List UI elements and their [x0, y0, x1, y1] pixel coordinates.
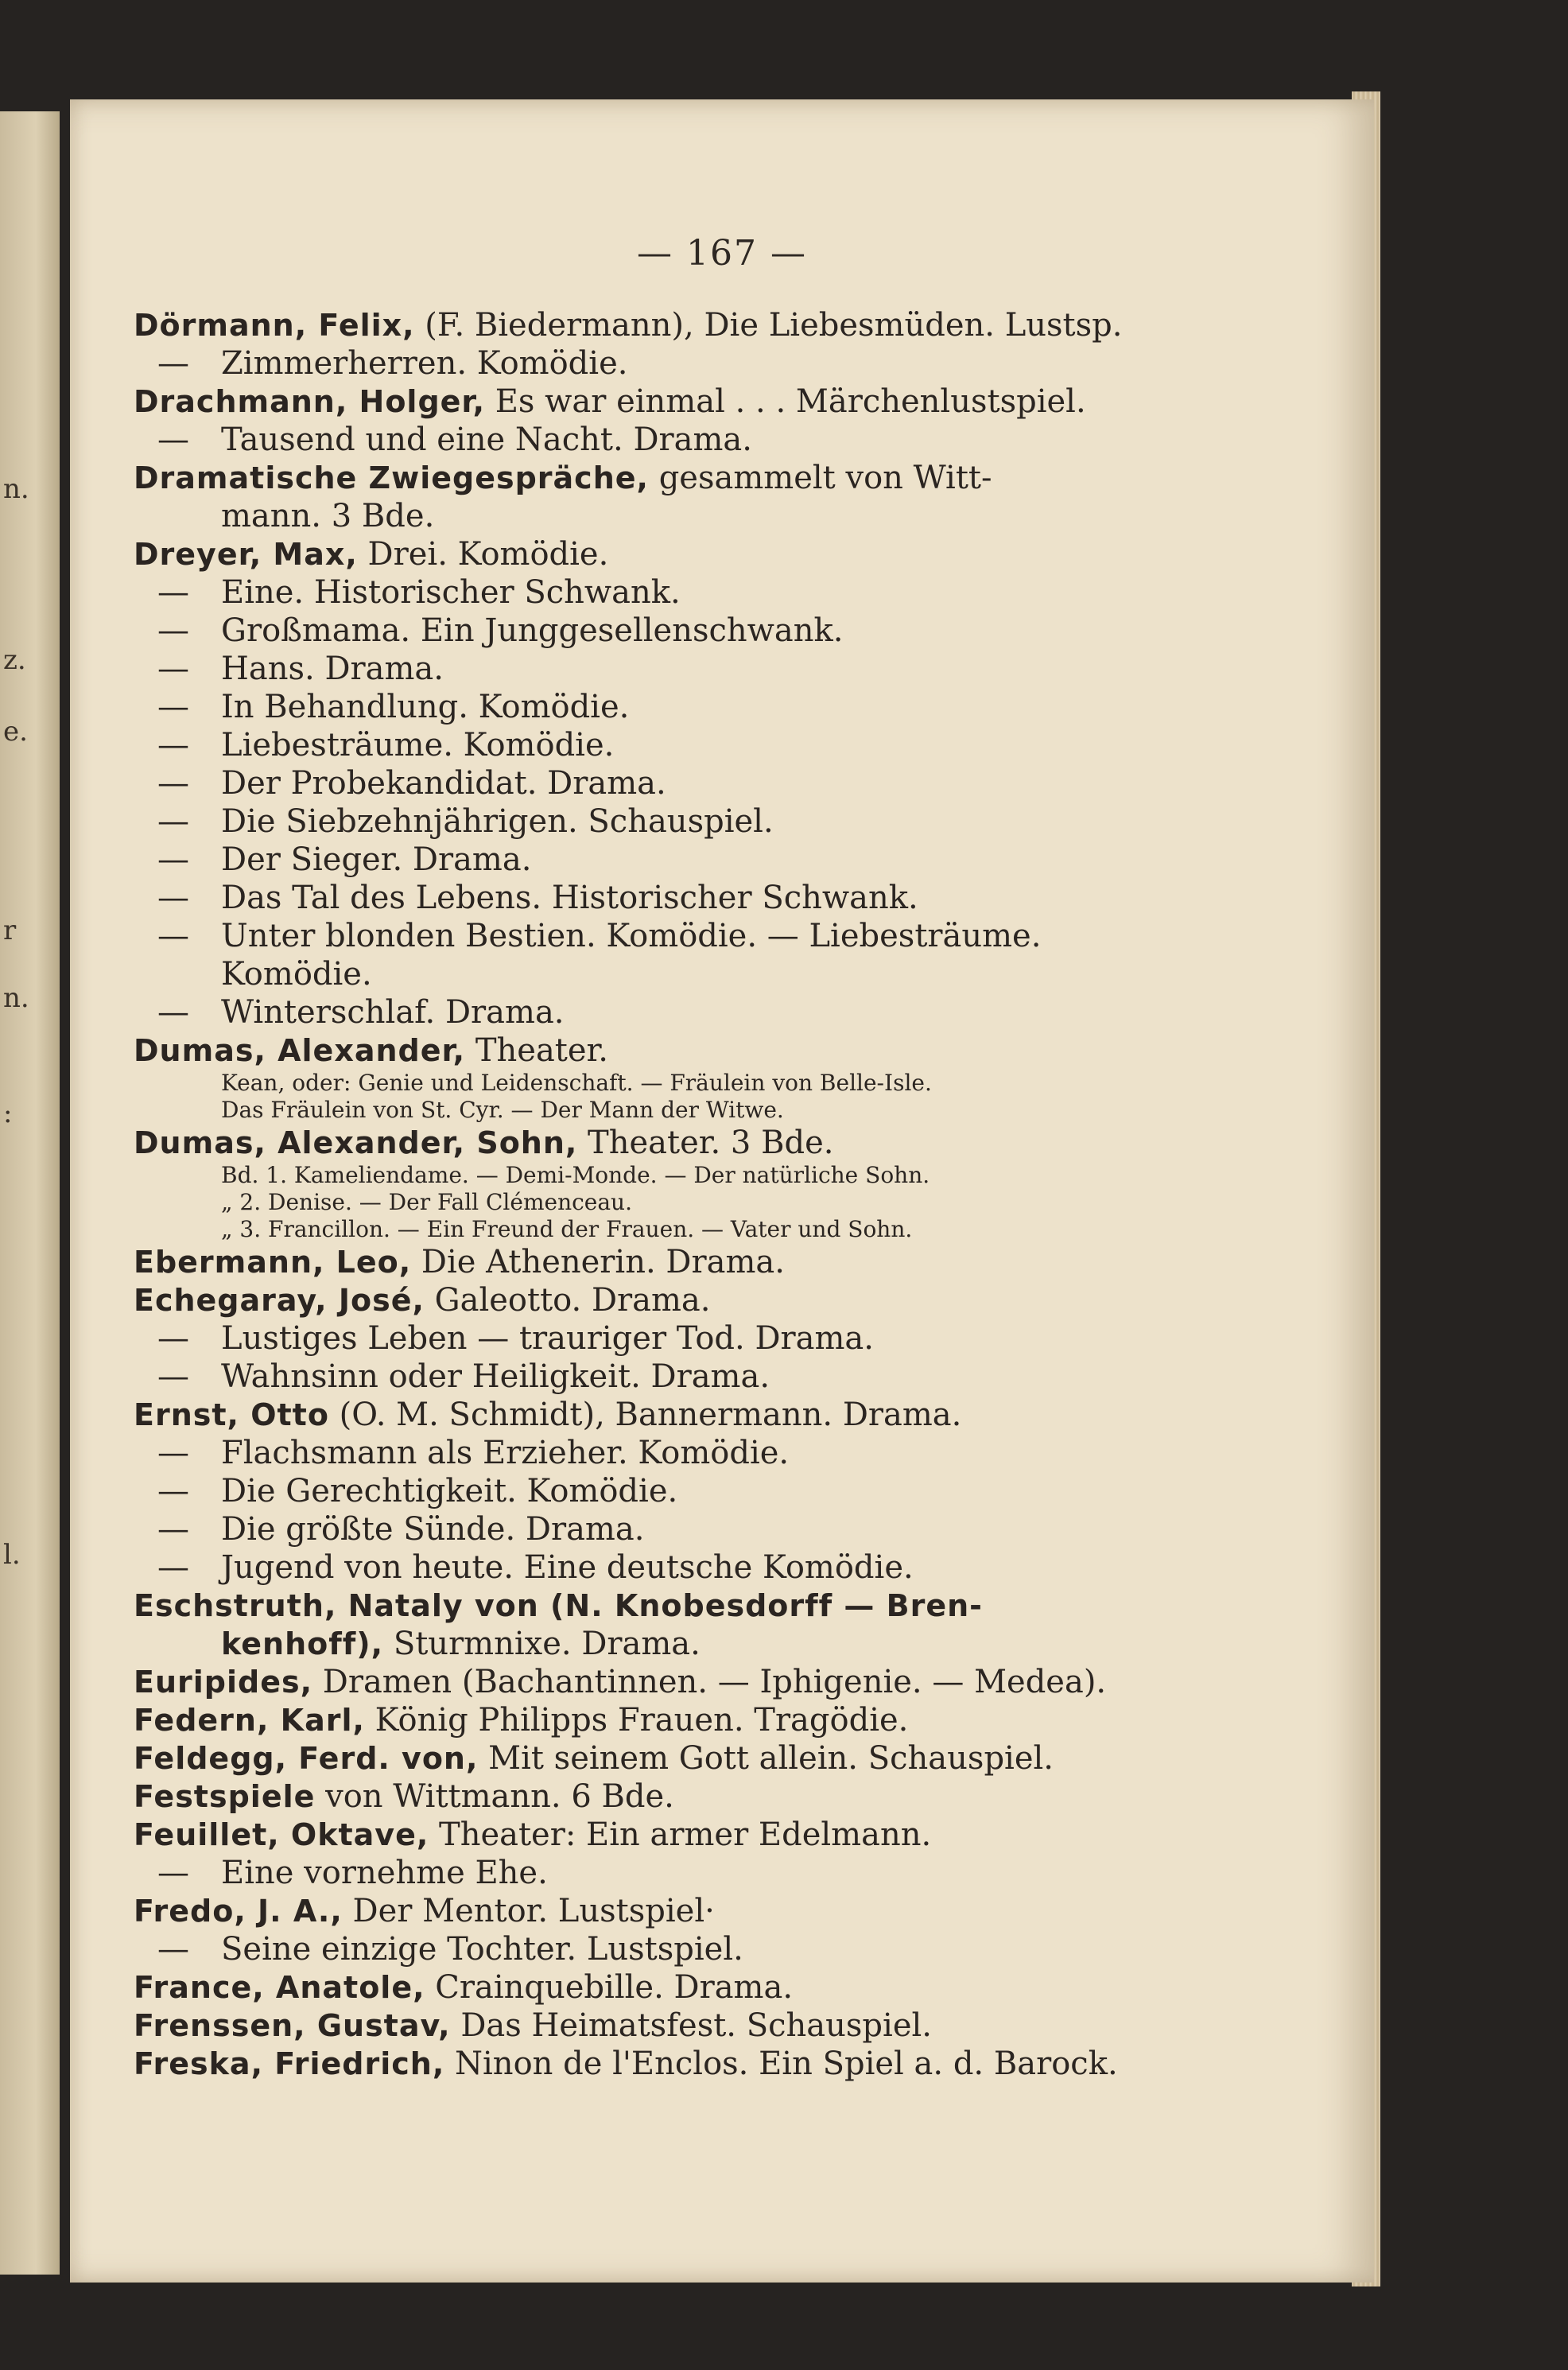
- entry-main: [134, 1778, 1263, 1816]
- entry-sub: [134, 1548, 1263, 1587]
- ditto-dash: —: [157, 841, 189, 878]
- entry-title: In Behandlung. Komödie.: [221, 689, 630, 725]
- entry-contents: „ 3. Francillon. — Ein Freund der Frauen. — Vater und Sohn.: [221, 1216, 913, 1242]
- entry-title: Crainquebille. Drama.: [425, 1969, 794, 2006]
- entry-title: Der Mentor. Lustspiel·: [342, 1893, 715, 1929]
- left-page-fragment: l.: [3, 1539, 21, 1571]
- entry-author: Feuillet, Oktave,: [134, 1817, 429, 1852]
- entry-main: [134, 459, 1263, 497]
- entry-title: Liebesträume. Komödie.: [221, 727, 615, 763]
- entry-continuation: [134, 955, 1263, 993]
- ditto-dash: —: [157, 1511, 189, 1548]
- entry-main: [134, 1701, 1263, 1739]
- ditto-dash: —: [157, 727, 189, 763]
- entry-sub: [134, 1358, 1263, 1396]
- entry-main: [134, 383, 1263, 421]
- entry-sub: [134, 917, 1263, 955]
- entry-title: Tausend und eine Nacht. Drama.: [221, 422, 752, 458]
- entry-title: mann. 3 Bde.: [221, 498, 435, 534]
- entry-contents: Bd. 1. Kameliendame. — Demi-Monde. — Der natürliche Sohn.: [221, 1162, 930, 1188]
- entry-title: Eine. Historischer Schwank.: [221, 574, 681, 611]
- entry-main: [134, 1968, 1263, 2007]
- entry-title: Die größte Sünde. Drama.: [221, 1511, 645, 1548]
- entry-author: Freska, Friedrich,: [134, 2046, 445, 2081]
- ditto-dash: —: [157, 345, 189, 382]
- entry-sub: [134, 993, 1263, 1032]
- ditto-dash: —: [157, 1435, 189, 1471]
- entry-sub: [134, 612, 1263, 650]
- ditto-dash: —: [157, 651, 189, 687]
- entry-title: Seine einzige Tochter. Lustspiel.: [221, 1931, 743, 1968]
- entry-title: Dramen (Bachantinnen. — Iphigenie. — Medea).: [312, 1664, 1107, 1700]
- left-page-fragment: z.: [3, 644, 26, 676]
- entry-title: Das Heimatsfest. Schauspiel.: [450, 2007, 932, 2044]
- entry-author: Eschstruth, Nataly von (N. Knobesdorff — Bren-: [134, 1588, 983, 1623]
- left-page-fragment: r: [3, 915, 17, 946]
- entry-title: Theater: Ein armer Edelmann.: [429, 1816, 932, 1853]
- entry-sub: [134, 344, 1263, 383]
- ditto-dash: —: [157, 422, 189, 458]
- entry-main: [134, 1816, 1263, 1854]
- entry-title: Die Athenerin. Drama.: [411, 1244, 785, 1280]
- entry-sub: [134, 421, 1263, 459]
- entry-main: [134, 1124, 1263, 1162]
- entry-contents: Das Fräulein von St. Cyr. — Der Mann der Witwe.: [221, 1097, 784, 1123]
- entry-title: von Wittmann. 6 Bde.: [315, 1778, 674, 1815]
- entry-main: [134, 1892, 1263, 1930]
- entry-list: [134, 306, 1263, 2083]
- entry-sub: [134, 1930, 1263, 1968]
- entry-main: [134, 1396, 1263, 1434]
- entry-title: Drei. Komödie.: [357, 536, 609, 573]
- entry-main: [134, 1281, 1263, 1319]
- entry-title: Jugend von heute. Eine deutsche Komödie.: [221, 1549, 914, 1586]
- ditto-dash: —: [157, 574, 189, 611]
- entry-title: (F. Biedermann), Die Liebesmüden. Lustsp.: [414, 307, 1123, 344]
- entry-sub: [134, 688, 1263, 726]
- entry-author: France, Anatole,: [134, 1970, 425, 2005]
- ditto-dash: —: [157, 994, 189, 1031]
- ditto-dash: —: [157, 612, 189, 649]
- entry-title: Ninon de l'Enclos. Ein Spiel a. d. Barock.: [444, 2046, 1118, 2082]
- entry-author: Ernst, Otto: [134, 1397, 329, 1432]
- entry-main: [134, 306, 1263, 344]
- left-page-fragment: n.: [3, 982, 29, 1014]
- entry-title: Der Sieger. Drama.: [221, 841, 532, 878]
- entry-title: Hans. Drama.: [221, 651, 444, 687]
- entry-main: [134, 1243, 1263, 1281]
- entry-main: [134, 1032, 1263, 1070]
- entry-main: [134, 2045, 1263, 2083]
- entry-author: Dumas, Alexander, Sohn,: [134, 1125, 578, 1160]
- entry-title: Komödie.: [221, 956, 372, 993]
- entry-author: Dramatische Zwiegespräche,: [134, 460, 649, 495]
- entry-author: Euripides,: [134, 1665, 313, 1700]
- entry-title: Das Tal des Lebens. Historischer Schwank.: [221, 880, 918, 916]
- book-page: [70, 99, 1374, 2283]
- entry-sub: [134, 802, 1263, 841]
- entry-author: Fredo, J. A.,: [134, 1894, 343, 1929]
- entry-title: (O. M. Schmidt), Bannermann. Drama.: [328, 1397, 962, 1433]
- entry-sub: [134, 726, 1263, 764]
- page-number: — 167 —: [637, 233, 807, 274]
- entry-sub: [134, 573, 1263, 612]
- entry-author: Festspiele: [134, 1779, 316, 1814]
- entry-author: kenhoff),: [221, 1626, 384, 1661]
- entry-main: [134, 1663, 1263, 1701]
- ditto-dash: —: [157, 1358, 189, 1395]
- left-page-fragment: n.: [3, 473, 29, 505]
- entry-title: Großmama. Ein Junggesellenschwank.: [221, 612, 844, 649]
- entry-title: Der Probekandidat. Drama.: [221, 765, 666, 802]
- entry-title: Eine vornehme Ehe.: [221, 1855, 548, 1891]
- entry-author: Dörmann, Felix,: [134, 308, 415, 343]
- entry-sub: [134, 1434, 1263, 1472]
- ditto-dash: —: [157, 1931, 189, 1968]
- ditto-dash: —: [157, 1855, 189, 1891]
- ditto-dash: —: [157, 1320, 189, 1357]
- entry-title: Zimmerherren. Komödie.: [221, 345, 628, 382]
- entry-sub: [134, 879, 1263, 917]
- ditto-dash: —: [157, 918, 189, 954]
- entry-title: Unter blonden Bestien. Komödie. — Liebesträume.: [221, 918, 1042, 954]
- entry-contents: Kean, oder: Genie und Leidenschaft. — Fräulein von Belle-Isle.: [221, 1070, 932, 1096]
- ditto-dash: —: [157, 689, 189, 725]
- entry-author: Dumas, Alexander,: [134, 1033, 466, 1068]
- left-page-edge: [0, 111, 60, 2275]
- left-page-fragment: e.: [3, 716, 28, 748]
- entry-author: Drachmann, Holger,: [134, 384, 486, 419]
- entry-title: Sturmnixe. Drama.: [383, 1626, 701, 1662]
- entry-main: [134, 1739, 1263, 1778]
- ditto-dash: —: [157, 880, 189, 916]
- entry-author: Frenssen, Gustav,: [134, 2008, 451, 2043]
- entry-sub: [134, 841, 1263, 879]
- entry-title: König Philipps Frauen. Tragödie.: [364, 1702, 909, 1739]
- entry-sub: [134, 1510, 1263, 1548]
- entry-main: [134, 1587, 1263, 1625]
- entry-title: Theater. 3 Bde.: [577, 1125, 834, 1161]
- entry-author: Dreyer, Max,: [134, 537, 358, 572]
- entry-title: Die Gerechtigkeit. Komödie.: [221, 1473, 678, 1509]
- entry-title: gesammelt von Witt-: [648, 460, 992, 496]
- entry-sub: [134, 764, 1263, 802]
- ditto-dash: —: [157, 803, 189, 840]
- ditto-dash: —: [157, 1473, 189, 1509]
- entry-contents: „ 2. Denise. — Der Fall Clémenceau.: [221, 1189, 632, 1215]
- entry-title: Galeotto. Drama.: [424, 1282, 711, 1319]
- entry-title: Flachsmann als Erzieher. Komödie.: [221, 1435, 790, 1471]
- entry-author: Federn, Karl,: [134, 1703, 365, 1738]
- entry-main: [134, 535, 1263, 573]
- entry-continuation: [134, 497, 1263, 535]
- entry-author: Feldegg, Ferd. von,: [134, 1741, 479, 1776]
- ditto-dash: —: [157, 765, 189, 802]
- entry-title: Die Siebzehnjährigen. Schauspiel.: [221, 803, 774, 840]
- ditto-dash: —: [157, 1549, 189, 1586]
- left-page-fragment: :: [3, 1098, 13, 1129]
- entry-author: Ebermann, Leo,: [134, 1245, 412, 1280]
- entry-title: Theater.: [465, 1032, 608, 1069]
- entry-continuation: [134, 1625, 1263, 1663]
- entry-title: Mit seinem Gott allein. Schauspiel.: [478, 1740, 1054, 1777]
- entry-sub: [134, 1854, 1263, 1892]
- entry-sub: [134, 650, 1263, 688]
- entry-sub: [134, 1319, 1263, 1358]
- entry-author: Echegaray, José,: [134, 1283, 425, 1318]
- entry-title: Winterschlaf. Drama.: [221, 994, 565, 1031]
- entry-title: Wahnsinn oder Heiligkeit. Drama.: [221, 1358, 770, 1395]
- entry-sub: [134, 1472, 1263, 1510]
- entry-title: Es war einmal . . . Märchenlustspiel.: [485, 383, 1086, 420]
- entry-title: Lustiges Leben — trauriger Tod. Drama.: [221, 1320, 874, 1357]
- entry-main: [134, 2007, 1263, 2045]
